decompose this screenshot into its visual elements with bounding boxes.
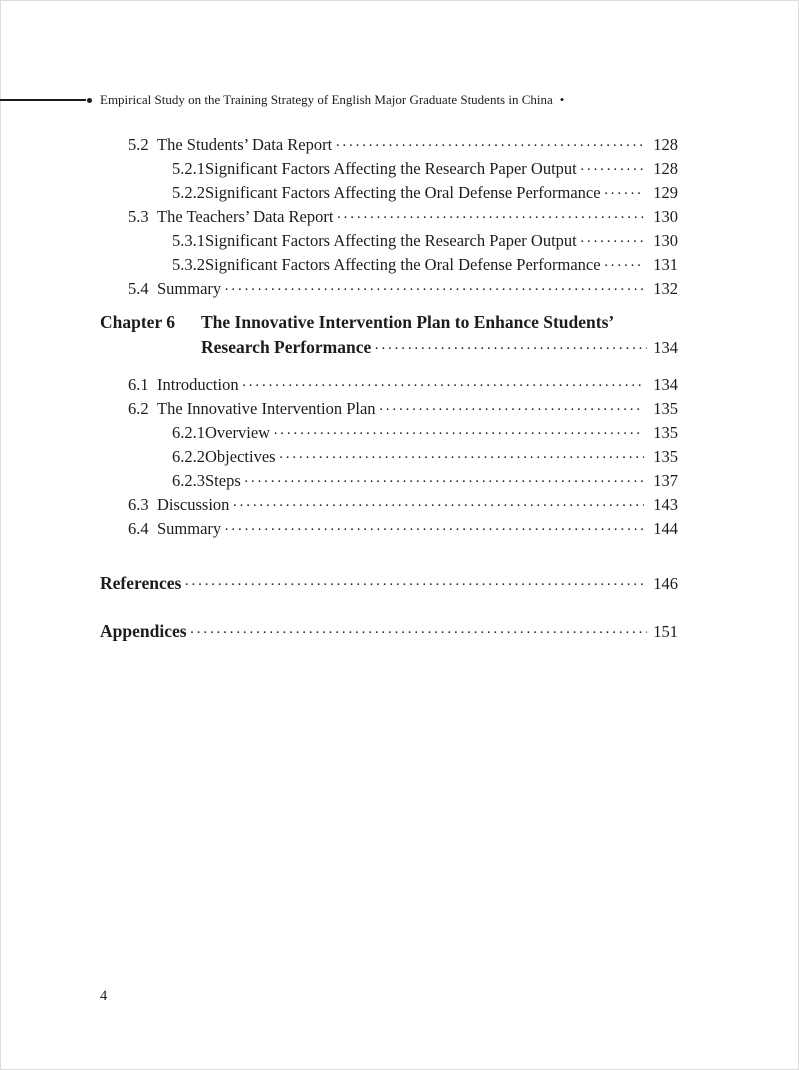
- toc-entry: [100, 205, 678, 229]
- dot-leader: [604, 253, 644, 278]
- entry-page-number: 129: [653, 183, 678, 202]
- page-number: 4: [100, 988, 108, 1004]
- entry-label: Steps: [205, 471, 241, 490]
- entry-label: Summary: [157, 279, 222, 298]
- entry-page-number: 135: [653, 399, 678, 418]
- dot-leader: [190, 618, 647, 646]
- dot-leader: [224, 277, 644, 302]
- toc-entry: [100, 421, 678, 445]
- entry-page-number: 134: [653, 338, 678, 357]
- toc-entry: [100, 469, 678, 493]
- dot-leader: [379, 397, 644, 422]
- entry-page-number: 134: [653, 375, 678, 394]
- entry-label: Significant Factors Affecting the Research Paper Output: [205, 159, 577, 178]
- entry-number: 5.3.1: [172, 231, 205, 250]
- dot-leader: [184, 570, 647, 598]
- entry-page-number: 131: [653, 255, 678, 274]
- entry-number: 6.2.1: [172, 423, 205, 442]
- toc-chapter-entry: [100, 310, 678, 362]
- entry-label: Objectives: [205, 447, 276, 466]
- toc-entry: [100, 277, 678, 301]
- toc-backmatter-entry: [100, 570, 678, 596]
- entry-page-number: 151: [653, 622, 678, 641]
- entry-page-number: 144: [653, 519, 678, 538]
- dot-leader: [279, 445, 644, 470]
- header-rule-line: [0, 99, 86, 101]
- dot-leader: [335, 133, 644, 158]
- entry-number: 6.2.2: [172, 447, 205, 466]
- dot-leader: [580, 229, 644, 254]
- toc-entry: [100, 373, 678, 397]
- running-header-title: Empirical Study on the Training Strategy of English Major Graduate Students in China: [100, 92, 553, 107]
- entry-number: 6.2.3: [172, 471, 205, 490]
- entry-number: 6.1: [128, 375, 149, 394]
- entry-page-number: 130: [653, 231, 678, 250]
- dot-leader: [374, 335, 647, 362]
- entry-label: The Innovative Intervention Plan: [157, 399, 376, 418]
- toc-entry: [100, 157, 678, 181]
- entry-label: References: [100, 573, 182, 593]
- entry-number: 5.2.2: [172, 183, 205, 202]
- chapter-number: Chapter 6: [100, 312, 176, 332]
- entry-label: Significant Factors Affecting the Oral Defense Performance: [205, 183, 601, 202]
- chapter-title-line2-row: [201, 335, 678, 362]
- dot-leader: [232, 493, 644, 518]
- entry-number: 5.3.2: [172, 255, 205, 274]
- chapter-title-line2: Research Performance: [201, 337, 372, 357]
- entry-label: Significant Factors Affecting the Research Paper Output: [205, 231, 577, 250]
- dot-leader: [580, 157, 644, 182]
- entry-page-number: 130: [653, 207, 678, 226]
- header-rule-dot-icon: [87, 98, 92, 103]
- entry-label: The Students’ Data Report: [157, 135, 333, 154]
- entry-page-number: 128: [653, 135, 678, 154]
- toc-backmatter-entry: [100, 618, 678, 644]
- dot-leader: [242, 373, 644, 398]
- entry-page-number: 132: [653, 279, 678, 298]
- chapter-title-line1: The Innovative Intervention Plan to Enhance Students’: [201, 312, 615, 332]
- entry-page-number: 143: [653, 495, 678, 514]
- entry-number: 5.2.1: [172, 159, 205, 178]
- dot-leader: [224, 517, 644, 542]
- entry-label: Summary: [157, 519, 222, 538]
- entry-label: Overview: [205, 423, 271, 442]
- toc-entry: [100, 397, 678, 421]
- header-trailing-bullet: •: [559, 92, 565, 107]
- entry-label: Discussion: [157, 495, 230, 514]
- entry-label: Significant Factors Affecting the Oral Defense Performance: [205, 255, 601, 274]
- dot-leader: [273, 421, 644, 446]
- entry-number: 6.2: [128, 399, 149, 418]
- entry-number: 5.2: [128, 135, 149, 154]
- chapter-title-block: [201, 310, 678, 362]
- entry-page-number: 128: [653, 159, 678, 178]
- toc-entry: [100, 229, 678, 253]
- dot-leader: [244, 469, 644, 494]
- entry-page-number: 137: [653, 471, 678, 490]
- dot-leader: [336, 205, 644, 230]
- entry-page-number: 135: [653, 423, 678, 442]
- toc-entry: [100, 181, 678, 205]
- dot-leader: [604, 181, 644, 206]
- entry-number: 5.4: [128, 279, 149, 298]
- running-header: [0, 92, 799, 108]
- entry-label: The Teachers’ Data Report: [157, 207, 334, 226]
- entry-label: Introduction: [157, 375, 239, 394]
- entry-page-number: 146: [653, 574, 678, 593]
- toc-entry: [100, 445, 678, 469]
- toc-entry: [100, 133, 678, 157]
- toc-list: [100, 133, 678, 644]
- entry-number: 6.3: [128, 495, 149, 514]
- entry-number: 6.4: [128, 519, 149, 538]
- toc-entry: [100, 493, 678, 517]
- entry-label: Appendices: [100, 621, 187, 641]
- entry-number: 5.3: [128, 207, 149, 226]
- toc-entry: [100, 253, 678, 277]
- toc-entry: [100, 517, 678, 541]
- entry-page-number: 135: [653, 447, 678, 466]
